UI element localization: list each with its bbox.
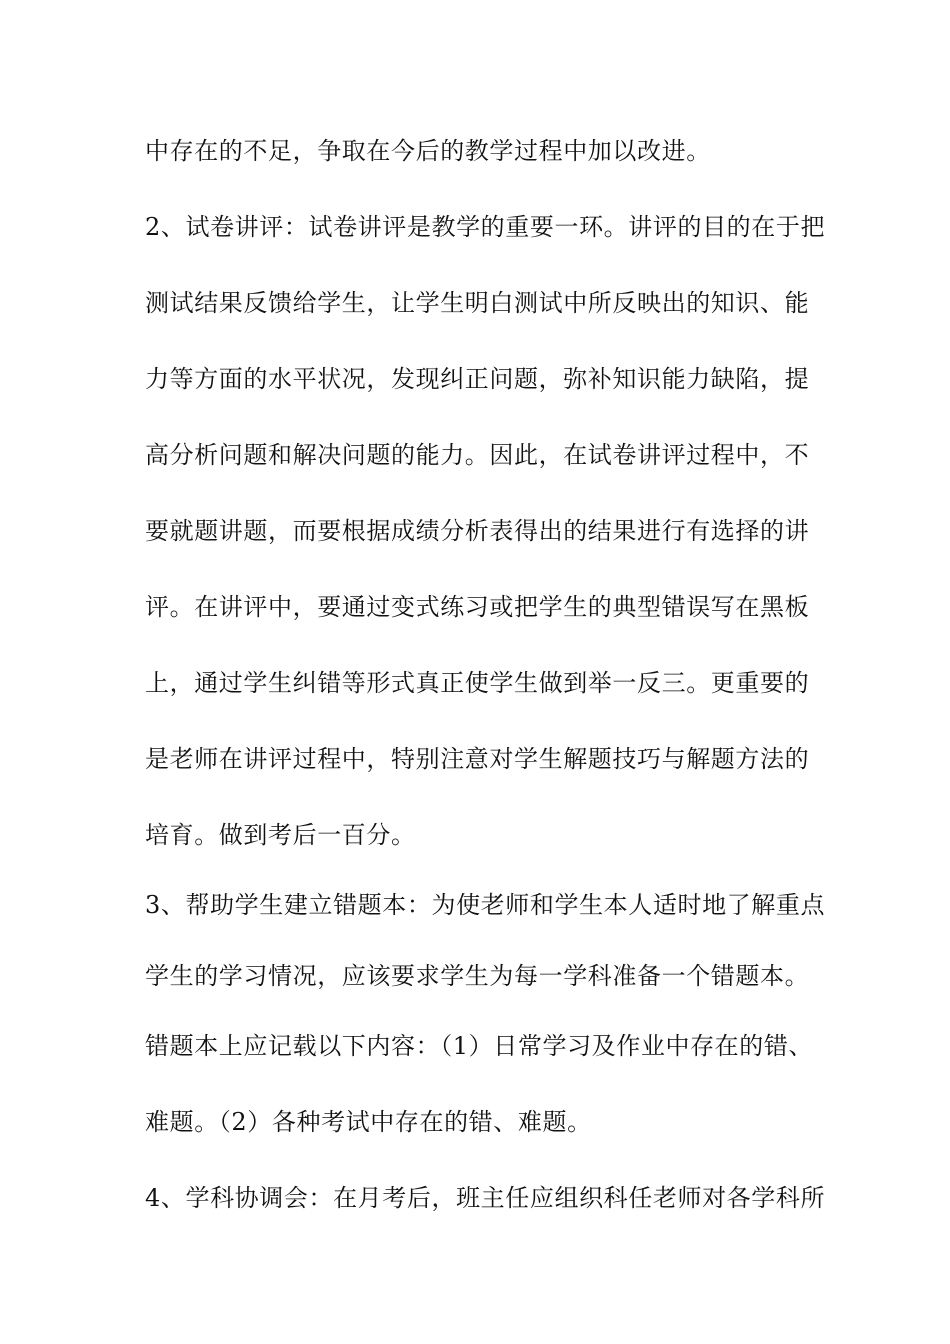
- text-line: 评。在讲评中，要通过变式练习或把学生的典型错误写在黑板: [145, 593, 810, 621]
- text-line: 力等方面的水平状况，发现纠正问题，弥补知识能力缺陷，提: [145, 365, 810, 393]
- text-line: 3、帮助学生建立错题本：为使老师和学生本人适时地了解重点: [145, 891, 826, 919]
- text-line: 学生的学习情况，应该要求学生为每一学科准备一个错题本。: [145, 962, 810, 990]
- text-line: 培育。做到考后一百分。: [145, 821, 416, 849]
- text-line: 上，通过学生纠错等形式真正使学生做到举一反三。更重要的: [145, 669, 810, 697]
- text-line: 要就题讲题，而要根据成绩分析表得出的结果进行有选择的讲: [145, 517, 810, 545]
- text-line: 4、学科协调会：在月考后，班主任应组织科任老师对各学科所: [145, 1184, 826, 1212]
- text-line: 测试结果反馈给学生，让学生明白测试中所反映出的知识、能: [145, 289, 810, 317]
- text-line: 高分析问题和解决问题的能力。因此，在试卷讲评过程中，不: [145, 441, 810, 469]
- text-line: 难题。（2）各种考试中存在的错、难题。: [145, 1108, 592, 1136]
- text-line: 是老师在讲评过程中，特别注意对学生解题技巧与解题方法的: [145, 745, 810, 773]
- text-line: 错题本上应记载以下内容：（1）日常学习及作业中存在的错、: [145, 1032, 814, 1060]
- text-line: 中存在的不足，争取在今后的教学过程中加以改进。: [145, 137, 711, 165]
- text-line: 2、试卷讲评：试卷讲评是教学的重要一环。讲评的目的在于把: [145, 213, 826, 241]
